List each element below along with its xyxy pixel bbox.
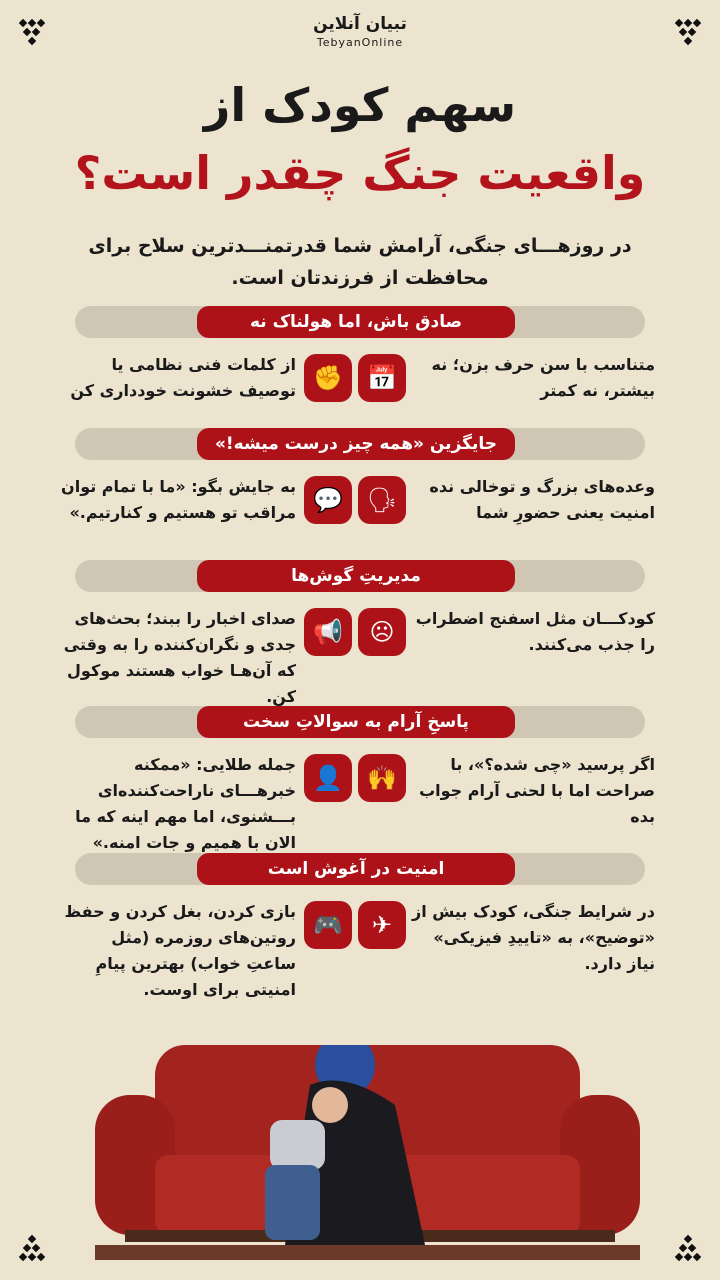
corner-ornament [20, 1236, 46, 1262]
section-header: صادق باش، اما هولناک نه [197, 306, 515, 338]
rug [95, 1245, 640, 1260]
title-line-2: واقعیت جنگ چقدر است؟ [74, 146, 646, 200]
tip-right: وعده‌های بزرگ و توخالی نده امنیت یعنی حضورِ شما [429, 477, 655, 522]
tip-left: صدای اخبار را ببند؛ بحث‌های جدی و نگران‌کننده را به وقتی که آن‌هـا خواب هستند موکول کن. [63, 609, 296, 706]
section-header: پاسخِ آرام به سوالاتِ سخت [197, 706, 515, 738]
brand-logo [0, 14, 720, 49]
speaking-head-icon: 🗣 [358, 476, 406, 524]
fist-icon: ✊ [304, 354, 352, 402]
child-shirt [270, 1120, 325, 1170]
corner-ornament [676, 1236, 702, 1262]
logo-english: TebyanOnline [316, 36, 404, 49]
child-arms-up-icon: 🙌 [358, 754, 406, 802]
mother-hugging-child-on-sofa-illustration [95, 1045, 640, 1260]
fighter-jet-icon: ✈ [358, 901, 406, 949]
tip-left: بازی کردن، بغل کردن و حفظ روتین‌های روزمره (مثل ساعتِ خواب) بهترین پیامِ امنیتی برای اوست. [64, 902, 296, 999]
tip-left: از کلمات فنی نظامی یا توصیف خشونت خودداری کن [70, 355, 296, 400]
megaphone-icon: 📢 [304, 608, 352, 656]
tip-right: کودکـــان مثل اسفنج اضطراب را جذب می‌کنند. [415, 609, 655, 654]
tip-right: متناسب با سن حرف بزن؛ نه بیشتر، نه کمتر [431, 355, 655, 400]
child-jeans [265, 1165, 320, 1240]
stressed-person-icon: ☹ [358, 608, 406, 656]
section-header: مدیریتِ گوش‌ها [197, 560, 515, 592]
section-header: جایگزین «همه چیز درست میشه!» [197, 428, 515, 460]
subtitle-line-2: محافظت از فرزندتان است. [231, 267, 489, 289]
title-line-1: سهم کودک از [203, 78, 517, 132]
gamepad-icon: 🎮 [304, 901, 352, 949]
tip-left: به جایش بگو: «ما با تمام توان مراقب تو هستیم و کنارتیم.» [61, 477, 296, 522]
section-header: امنیت در آغوش است [197, 853, 515, 885]
calendar-icon: 📅 [358, 354, 406, 402]
talking-head-icon: 👤 [304, 754, 352, 802]
child-head [312, 1087, 348, 1123]
logo-persian: تبیان آنلاین [313, 14, 407, 34]
subtitle-line-1: در روزهـــای جنگی، آرامش شما قدرتمنـــدترین سلاح برای [88, 235, 632, 257]
chat-bubbles-icon: 💬 [304, 476, 352, 524]
tip-left: جمله طلایی: «ممکنه خبرهـــای ناراحت‌کننده‌ای بـــشنوی، اما مهم اینه که ما الان با همیم و جات امنه.» [75, 755, 296, 852]
tip-right: اگر پرسید «چی شده؟»، با صراحت اما با لحنی آرام جواب بده [419, 755, 655, 826]
subtitle [80, 230, 640, 294]
tip-right: در شرایط جنگی، کودک بیش از «توضیح»، به «تاییدِ فیزیکی» نیاز دارد. [412, 902, 655, 973]
